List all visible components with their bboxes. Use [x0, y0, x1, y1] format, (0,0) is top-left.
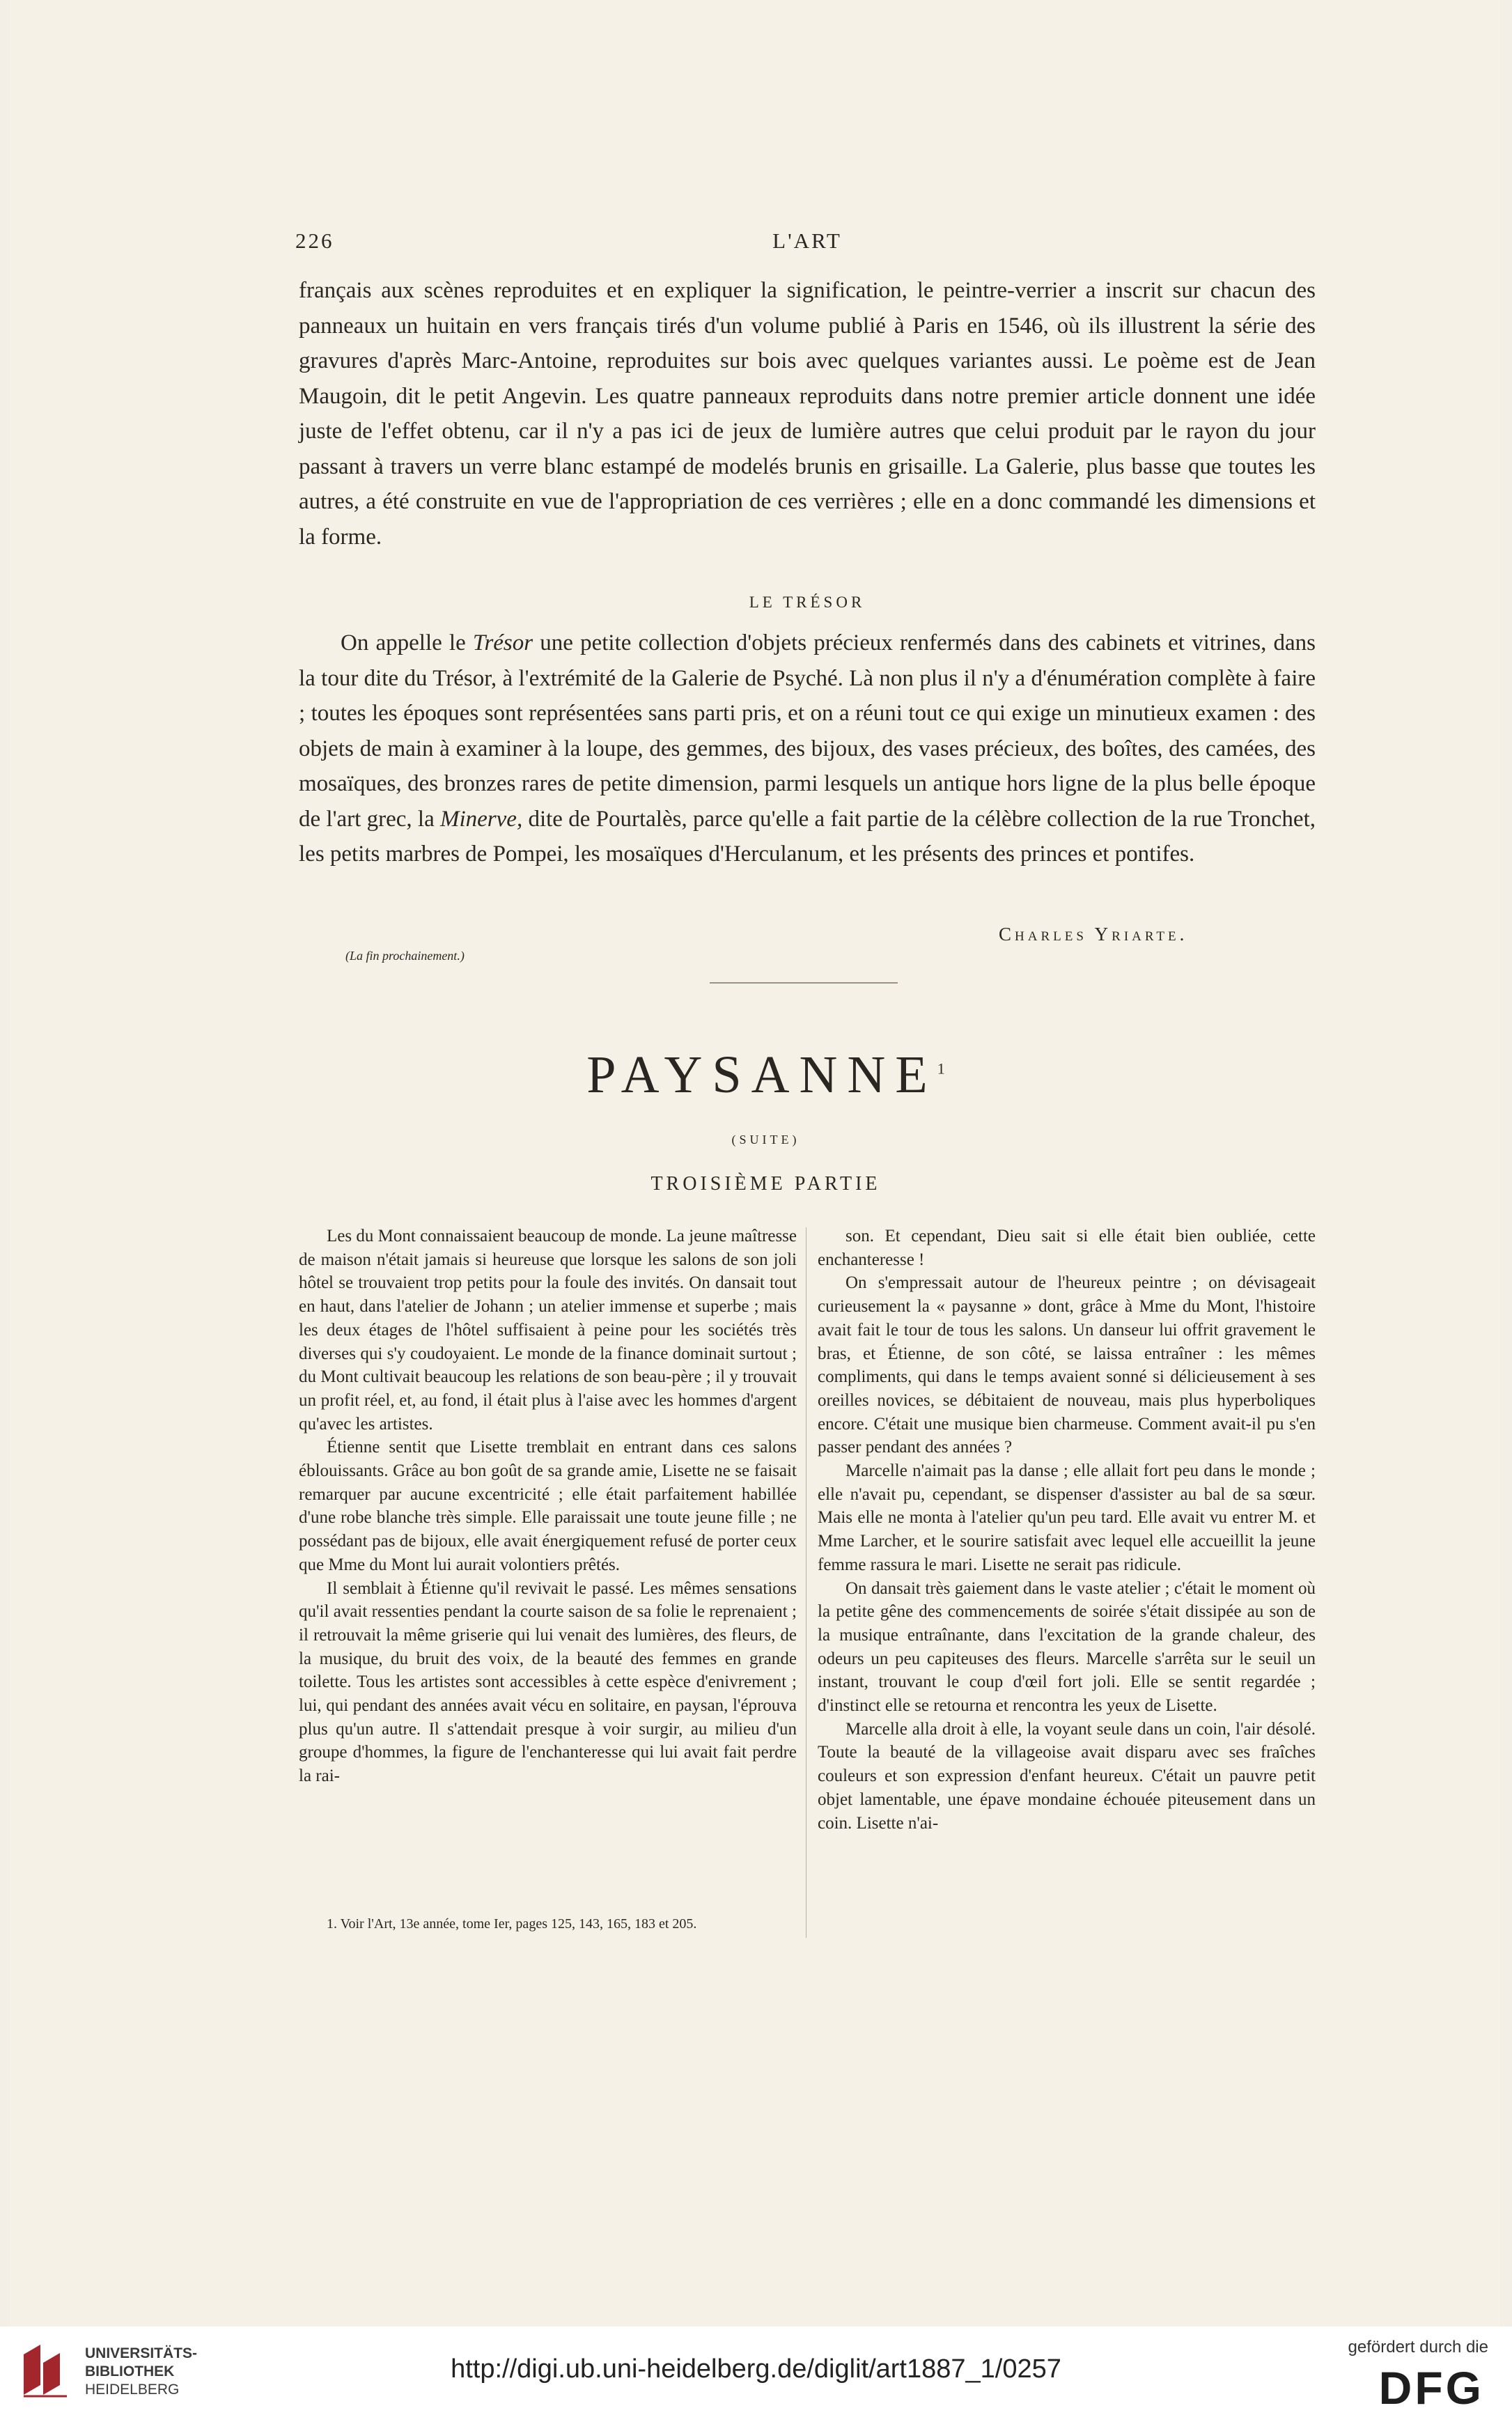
footnote: 1. Voir l'Art, 13e année, tome Ier, pages 125, 143, 165, 183 et 205. — [327, 1916, 697, 1932]
section-heading: LE TRÉSOR — [749, 593, 866, 611]
tresor-text-c: dite de Pourtalès, parce qu'elle a fait partie de la célèbre collection de la rue Tronchet, les petits marbres de Pompei, les mosaïques d'Herculanum, et les présents des princes et pontifes. — [299, 806, 1316, 867]
minerve-italic: Minerve, — [440, 806, 523, 832]
footnote-marker: 1 — [937, 1059, 945, 1078]
library-name-line-2: BIBLIOTHEK — [85, 2363, 175, 2379]
running-header — [295, 228, 1319, 263]
intro-paragraph: français aux scènes reproduites et en expliquer la signification, le peintre-verrier a inscrit sur chacun des panneaux un huitain en vers français tirés d'un volume publié à Paris en 1546, où ils illustrent la série des gravures d'après Marc-Antoine, reproduites sur bois avec quelques variantes aussi. Le poème est de Jean Maugoin, dit le petit Angevin. Les quatre panneaux reproduits dans notre premier article donnent une idée juste de l'effet obtenu, car il n'y a pas ici de jeux de lumière autres que celui produit par le rayon du jour passant à travers un verre blanc estampé de modelés brunis en grisaille. La Galerie, plus basse que toutes les autres, a été construite en vue de l'appropriation de ces verrières ; elle en a donc commandé les dimensions et la forme. — [299, 278, 1316, 550]
right-paragraph-2: On s'empressait autour de l'heureux peintre ; on dévisageait curieusement la « paysanne » dont, grâce à Mme du Mont, l'histoire avait fait le tour de tous les salons. Un danseur lui offrit gravement le bras, et Étienne, de son côté, se laissa entraîner : les mêmes compliments, qui dans le temps avaient sonné si délicieusement à ses oreilles novices, se débitaient de nouveau, mais plus hyperboliques encore. C'était une musique bien charmeuse. Comment avait-il pu s'en passer pendant des années ? — [818, 1273, 1316, 1457]
author-signature: Charles Yriarte. — [999, 924, 1188, 945]
permalink-url[interactable]: http://digi.ub.uni-heidelberg.de/diglit/art1887_1/0257 — [451, 2354, 1061, 2384]
left-column — [299, 1225, 797, 1788]
left-paragraph-1: Les du Mont connaissaient beaucoup de monde. La jeune maîtresse de maison n'était jamais si heureuse que lorsque les salons de son joli hôtel se trouvaient trop petits pour la foule des invités. On dansait tout en haut, dans l'atelier de Johann ; un atelier immense et superbe ; mais les deux étages de l'hôtel suffisaient à peine pour les sociétés très diverses qui s'y coudoyaient. Le monde de la finance dominait surtout ; du Mont cultivait beaucoup les relations de son beau-père ; il y trouvait un profit réel, et, au fond, il était plus à l'aise avec les hommes d'argent qu'avec les artistes. — [299, 1227, 797, 1434]
journal-title: L'ART — [772, 228, 842, 253]
story-title — [10, 1045, 1512, 1105]
tresor-section — [299, 626, 1316, 872]
tresor-paragraph — [299, 626, 1316, 872]
library-name-line-1: UNIVERSITÄTS- — [85, 2345, 198, 2361]
right-paragraph-1: son. Et cependant, Dieu sait si elle était bien oubliée, cette enchanteresse ! — [818, 1227, 1316, 1269]
scanned-page — [10, 0, 1500, 2327]
to-be-continued-note: (La fin prochainement.) — [345, 949, 465, 963]
section-divider — [710, 982, 898, 984]
right-paragraph-3: Marcelle n'aimait pas la danse ; elle allait fort peu dans le monde ; elle n'avait pu, cependant, se dispenser d'assister au bal de sa sœur. Mais elle ne monta à l'atelier qu'un peu tard. Elle avait vu entrer M. et Mme Larcher, et le sourire satisfait avec lequel elle accueillit la jeune femme rassura le mari. Lisette ne serait pas ridicule. — [818, 1461, 1316, 1574]
story-part-heading: TROISIÈME PARTIE — [650, 1173, 881, 1195]
article-continuation — [299, 273, 1316, 554]
right-paragraph-5: Marcelle alla droit à elle, la voyant seule dans un coin, l'air désolé. Toute la beauté de la villageoise avait disparu avec ses fraîches couleurs et son expression d'enfant heureux. C'était un pauvre petit objet lamentable, une épave mondaine échouée piteusement dans un coin. Lisette n'ai- — [818, 1719, 1316, 1833]
story-subtitle: (SUITE) — [731, 1133, 800, 1147]
tresor-text-a: On appelle le — [341, 630, 473, 655]
right-column — [818, 1225, 1316, 1835]
funded-by-label: gefördert durch die — [1348, 2338, 1488, 2356]
tresor-italic-term: Trésor — [472, 630, 533, 655]
right-paragraph-4: On dansait très gaiement dans le vaste atelier ; c'était le moment où la petite gêne des commencements de soirée s'était dissipée au son de la musique entraînante, dans l'excitation de la grande chaleur, des odeurs un peu capiteuses des fleurs. Marcelle s'arrêta sur le seuil un instant, trouvant le coup d'œil fort joli. Elle se sentit regardée ; d'instinct elle se retourna et rencontra les yeux de Lisette. — [818, 1578, 1316, 1716]
viewer-footer — [0, 2327, 1512, 2415]
dfg-logo[interactable]: DFG — [1378, 2362, 1484, 2414]
page-number: 226 — [295, 228, 334, 253]
library-name-line-3: HEIDELBERG — [85, 2382, 180, 2398]
story-title-text: PAYSANNE — [586, 1046, 937, 1104]
left-paragraph-3: Il semblait à Étienne qu'il revivait le passé. Les mêmes sensations qu'il avait ressenties pendant la courte saison de sa folie le reprenaient ; il retrouvait la même griserie qui lui venait des lumières, des fleurs, de la musique, du bruit des voix, de la beauté des femmes en grande toilette. Tous les artistes sont accessibles à cette espèce d'enivrement ; lui, qui pendant des années avait vécu en solitaire, en paysan, l'éprouva plus qu'un autre. Il s'attendait presque à voir surgir, au milieu d'un groupe d'hommes, la figure de l'enchanteresse qui lui avait fait perdre la rai- — [299, 1578, 797, 1786]
left-paragraph-2: Étienne sentit que Lisette tremblait en entrant dans ces salons éblouissants. Grâce au bon goût de sa grande amie, Lisette ne se faisait remarquer par aucune excentricité ; elle était parfaitement habillée d'une robe blanche très simple. Elle paraissait une toute jeune fille ; ne possédant pas de bijoux, elle avait énergiquement refusé de porter ceux que Mme du Mont lui aurait volontiers prêtés. — [299, 1438, 797, 1574]
tresor-text-b: une petite collection d'objets précieux renfermés dans des cabinets et vitrines, dans la tour dite du Trésor, à l'extrémité de la Galerie de Psyché. Là non plus il n'y a d'énumération complète à faire ; toutes les époques sont représentées sans parti pris, et on a réuni tout ce qui exige un minutieux examen : des objets de main à examiner à la loupe, des gemmes, des bijoux, des vases précieux, des boîtes, des camées, des mosaïques, des bronzes rares de petite dimension, parmi lesquels un antique hors ligne de la plus belle époque de l'art grec, la — [299, 630, 1316, 832]
